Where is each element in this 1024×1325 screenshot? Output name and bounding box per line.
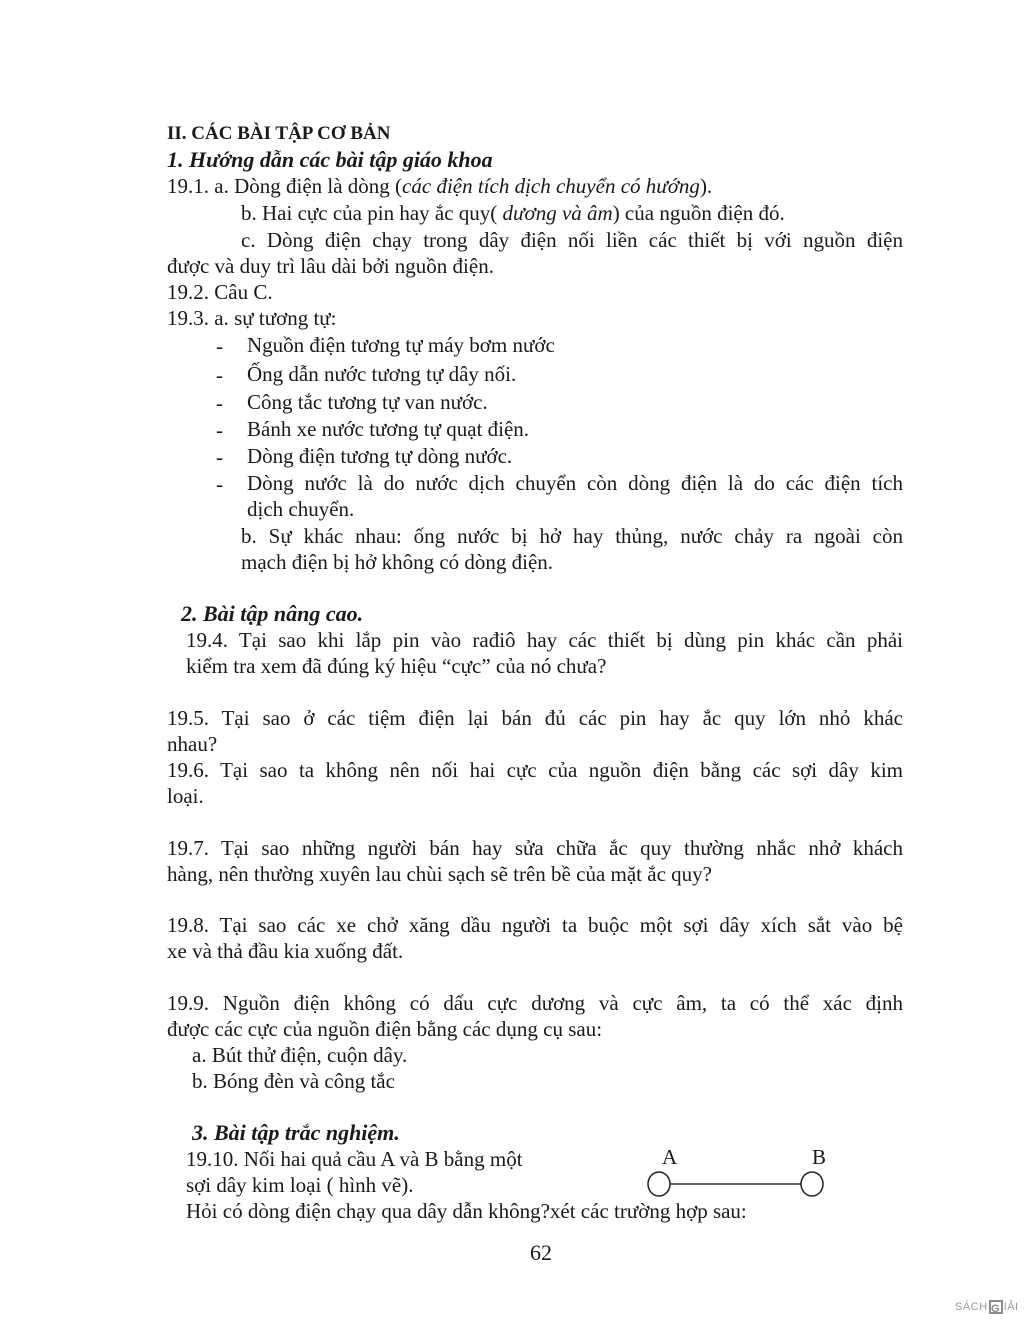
analogy-item: Nguồn điện tương tự máy bơm nước	[247, 333, 555, 357]
q19-7-line1: 19.7. Tại sao những người bán hay sửa chữa ắc quy thường nhắc nhở khách	[167, 836, 903, 860]
q19-3-a-label: 19.3. a. sự tương tự:	[167, 306, 337, 330]
bullet-dash: -	[216, 391, 223, 415]
q19-1-c-line1: c. Dòng điện chạy trong dây điện nối liền các thiết bị với nguồn điện	[241, 228, 903, 252]
q19-10-line2: sợi dây kim loại ( hình vẽ).	[186, 1173, 414, 1197]
q19-1-b	[241, 200, 785, 226]
sphere-a	[648, 1172, 670, 1196]
q19-1-b-italic: dương và âm	[502, 201, 613, 225]
q19-4-line1: 19.4. Tại sao khi lắp pin vào rađiô hay các thiết bị dùng pin khác cần phải	[186, 628, 903, 652]
watermark-left: SÁCH	[955, 1301, 988, 1313]
q19-3-b-line1: b. Sự khác nhau: ống nước bị hở hay thủng, nước chảy ra ngoài còn	[241, 524, 903, 548]
q19-1-a-suffix: ).	[699, 174, 713, 198]
bullet-dash: -	[216, 418, 223, 442]
q19-9-line1: 19.9. Nguồn điện không có dấu cực dương và cực âm, ta có thể xác định	[167, 991, 903, 1015]
bullet-dash: -	[216, 472, 223, 496]
q19-6-line2: loại.	[167, 784, 204, 808]
bullet-dash: -	[216, 445, 223, 469]
q19-9-option-b: b. Bóng đèn và công tắc	[192, 1069, 395, 1093]
sphere-b	[801, 1172, 823, 1196]
bullet-dash: -	[216, 363, 223, 387]
spheres-wire-drawing	[640, 1145, 840, 1205]
q19-1-a-prefix: 19.1. a. Dòng điện là dòng (	[167, 174, 403, 198]
section-title: II. CÁC BÀI TẬP CƠ BẢN	[167, 123, 391, 144]
q19-9-line2: được các cực của nguồn điện bằng các dụng cụ sau:	[167, 1017, 603, 1041]
q19-4-line2: kiểm tra xem đã đúng ký hiệu “cực” của nó chưa?	[186, 654, 607, 678]
bullet-dash: -	[216, 334, 223, 358]
q19-8-line1: 19.8. Tại sao các xe chở xăng dầu người ta buộc một sợi dây xích sắt vào bệ	[167, 913, 903, 937]
q19-10-line1: 19.10. Nối hai quả cầu A và B bằng một	[186, 1147, 523, 1171]
watermark-box: G	[989, 1300, 1003, 1314]
q19-5-line1: 19.5. Tại sao ở các tiệm điện lại bán đủ các pin hay ắc quy lớn nhỏ khác	[167, 706, 903, 730]
q19-7-line2: hàng, nên thường xuyên lau chùi sạch sẽ trên bề của mặt ắc quy?	[167, 862, 712, 886]
page-number: 62	[530, 1240, 552, 1265]
q19-6-line1: 19.6. Tại sao ta không nên nối hai cực của nguồn điện bằng các sợi dây kim	[167, 758, 903, 782]
q19-1-b-suffix: ) của nguồn điện đó.	[612, 201, 785, 225]
q19-10-line3: Hỏi có dòng điện chạy qua dây dẫn không?xét các trường hợp sau:	[186, 1199, 747, 1223]
q19-2: 19.2. Câu C.	[167, 280, 273, 304]
q19-1-c-line2: được và duy trì lâu dài bởi nguồn điện.	[167, 254, 494, 278]
part2-heading: 2. Bài tập nâng cao.	[181, 601, 364, 626]
analogy-item: Ống dẫn nước tương tự dây nối.	[247, 362, 517, 386]
q19-5-line2: nhau?	[167, 732, 218, 756]
analogy-item: Công tắc tương tự van nước.	[247, 390, 488, 414]
part1-heading: 1. Hướng dẫn các bài tập giáo khoa	[167, 147, 493, 172]
part3-heading: 3. Bài tập trắc nghiệm.	[192, 1120, 400, 1145]
analogy-item: Bánh xe nước tương tự quạt điện.	[247, 417, 530, 441]
q19-1-a	[167, 173, 712, 199]
q19-1-b-prefix: b. Hai cực của pin hay ắc quy(	[241, 201, 503, 225]
watermark-right: IẢI	[1003, 1301, 1019, 1313]
q19-1-a-italic: các điện tích dịch chuyển có hướng	[402, 174, 700, 198]
watermark-logo	[955, 1300, 1019, 1314]
q19-8-line2: xe và thả đầu kia xuống đất.	[167, 939, 404, 963]
spheres-wire-figure	[640, 1145, 840, 1205]
analogy-item-cont: dịch chuyển.	[247, 497, 355, 521]
sphere-a-label: A	[662, 1145, 678, 1169]
analogy-item: Dòng nước là do nước dịch chuyển còn dòng điện là do các điện tích	[247, 471, 903, 495]
sphere-b-label: B	[812, 1145, 827, 1169]
q19-9-option-a: a. Bút thử điện, cuộn dây.	[192, 1043, 408, 1067]
analogy-item: Dòng điện tương tự dòng nước.	[247, 444, 513, 468]
q19-3-b-line2: mạch điện bị hở không có dòng điện.	[241, 550, 554, 574]
